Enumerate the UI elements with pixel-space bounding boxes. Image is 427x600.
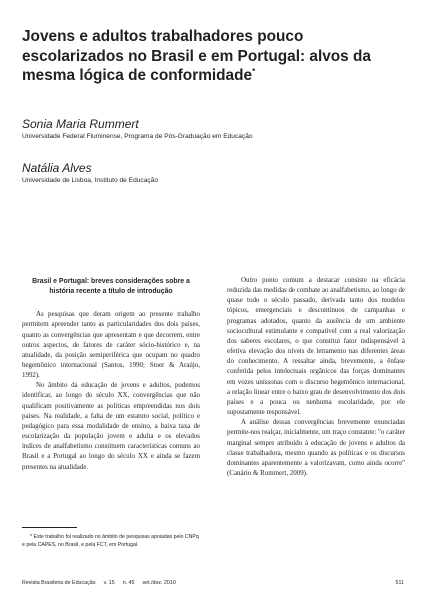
section-heading: Brasil e Portugal: breves considerações sobre a história recente a título de introdução xyxy=(32,278,190,295)
article-title xyxy=(22,27,402,86)
author-affiliation-1: Universidade Federal Fluminense, Programa de Pós-Graduação em Educação xyxy=(22,133,253,140)
footnote xyxy=(22,533,202,549)
footnote-mark: * xyxy=(30,534,33,540)
footer-date: set./dez. 2010 xyxy=(142,580,176,586)
footnote-divider xyxy=(22,527,77,528)
right-column xyxy=(227,275,405,478)
left-column xyxy=(22,277,200,472)
paragraph: Outro ponto comum a destacar consiste na eficácia reduzida das medidas de combate ao analfabetismo, ao longo de quase todo o século passado, derivada tanto dos modelos tópicos, emergenciais e descontínuos de campanhas e programas adotados, quanto da ausência de um ambiente sociocultural estimulante e compatível com a real valorização dos saberes escolares, o que constitui fator indispensável à efetiva elevação dos níveis de letramento nas diferentes áreas do conhecimento. A ressaltar ainda, brevemente, a ênfase conferida pelos intelectuais orgânicos das forças dominantes em vozes uníssonas com o discurso hegemônico internacional, a relação linear entre o baixo grau de desenvolvimento dos dois países e a pouca ou nenhuma escolaridade, por ele supostamente responsável. xyxy=(227,276,405,417)
footer-journal: Revista Brasileira de Educação xyxy=(22,580,96,586)
footnote-text: Este trabalho foi realizado no âmbito de pesquisas apoiadas pelo CNPq e pela CAPES, no Brasil, e pela FCT, em Portugal. xyxy=(22,534,199,548)
paragraph: As pesquisas que deram origem ao presente trabalho permitem apreender tanto as particularidades dos dois países, quanto as convergências que apresentam e que decorrem, entre outros aspectos, de fatores de caráter sócio-histórico e, na atualidade, da posição semiperiférica que ocupam no quadro hegemônico internacional (Santos, 1990; Stoer & Araújo, 1992). xyxy=(22,310,200,380)
author-affiliation-2: Universidade de Lisboa, Instituto de Educação xyxy=(22,177,158,184)
title-footnote-mark: * xyxy=(252,66,256,76)
paragraph: No âmbito da educação de jovens e adultos, podemos identificar, ao longo do século XX, convergências que não qualificam positivamente as políticas empreendidas nos dois países. Na realidade, a falta de um estatuto social, político e pedagógico para essa modalidade de ensino, a baixa taxa de escolarização da população jovem e adulta e os elevados índices de analfabetismo constituem características comuns ao Brasil e a Portugal ao longo do século XX e ainda se fazem presentes na atualidade. xyxy=(22,381,200,471)
author-name-1: Sonia Maria Rummert xyxy=(22,117,139,131)
footer-journal-info xyxy=(22,580,176,587)
footer-number: n. 45 xyxy=(122,580,135,586)
paragraph: A análise dessas convergências brevemente enunciadas permite-nos realçar, inicialmente, um traço constante: "o caráter marginal sempre atribuído à educação de jovens e adultos da classe trabalhadora, mesmo quando as políticas e os discursos dominantes aparentemente a valorizavam, como ainda ocorre" (Canário & Rummert, 2009). xyxy=(227,418,405,477)
page-number: 511 xyxy=(395,580,404,586)
article-title-text: Jovens e adultos trabalhadores pouco escolarizados no Brasil e em Portugal: alvos da mesma lógica de conformidade xyxy=(22,28,371,84)
footer-volume: v. 15 xyxy=(103,580,115,586)
author-name-2: Natália Alves xyxy=(22,161,92,175)
